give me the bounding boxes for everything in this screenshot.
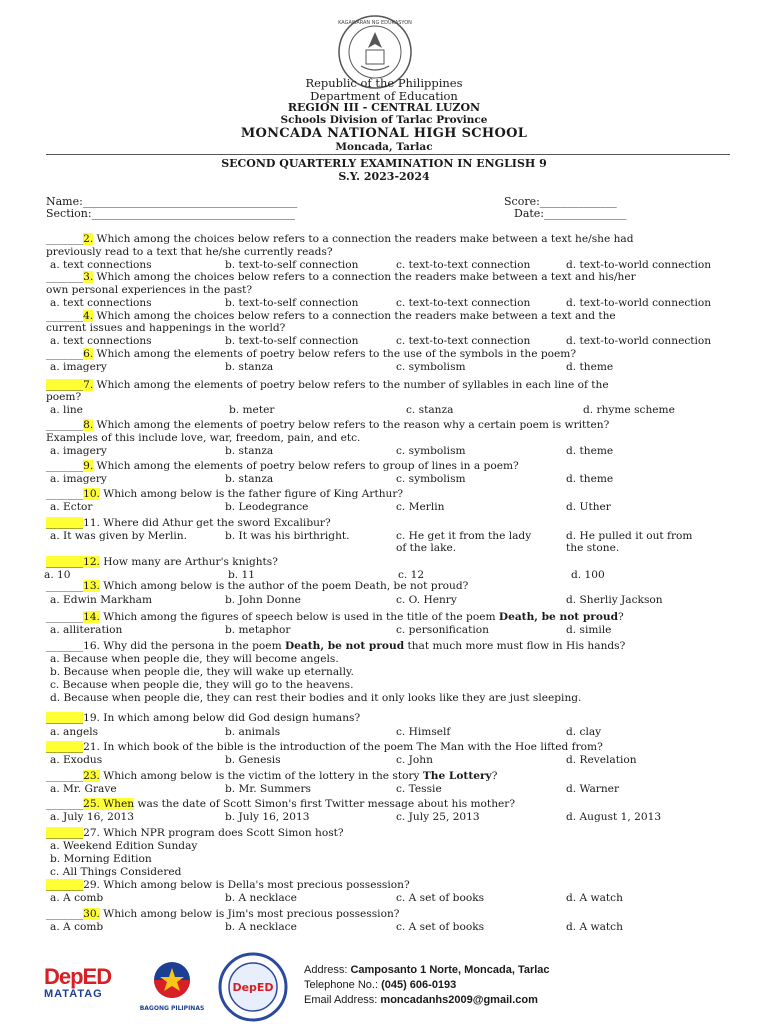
deped-logo-text: DepED [44,964,112,989]
question-number: 23. [83,770,100,782]
question-23 [46,770,497,782]
choice-option[interactable]: c. A set of books [396,892,485,904]
choice-option[interactable]: b. text-to-self connection [225,335,359,347]
choice-option[interactable]: a. Weekend Edition Sunday [50,840,198,852]
answer-blank[interactable]: _______ [46,556,84,568]
question-number: 29. [83,879,100,891]
choice-option[interactable]: b. text-to-self connection [225,297,359,309]
date-field[interactable]: Date:_______________ [514,207,627,220]
choice-option[interactable]: a. text connections [50,259,152,271]
choice-option[interactable]: b. text-to-self connection [225,259,359,271]
question-number: 3. [83,271,94,283]
question-text: Which among the elements of poetry below refers to group of lines in a poem? [93,460,519,472]
question-text: Which among the choices below refers to a connection the readers make between a text he/she had [93,233,634,245]
question-6 [46,348,576,360]
question-text: Where did Athur get the sword Excalibur? [99,517,331,529]
question-13 [46,580,468,592]
choice-option[interactable]: c. stanza [406,404,454,416]
answer-blank[interactable]: _______ [46,233,84,245]
answer-blank[interactable]: _______ [46,488,84,500]
choice-option[interactable]: c. 12 [398,569,425,581]
question-text: How many are Arthur's knights? [99,556,278,568]
choice-option[interactable]: a. text connections [50,335,152,347]
question-text: Which among below is Della's most precious possession? [99,879,410,891]
choice-option[interactable]: a. It was given by Merlin. [50,530,187,542]
choice-option[interactable]: b. John Donne [225,594,301,606]
question-text: Why did the persona in the poem [99,640,285,652]
question-number: 12. [83,556,100,568]
choice-option[interactable]: c. text-to-text connection [396,335,531,347]
choice-option[interactable]: a. A comb [50,892,104,904]
choice-option[interactable]: b. It was his birthright. [225,530,350,542]
question-number: 10. [83,488,100,500]
name-field[interactable]: Name:_______________________________________ [46,195,298,208]
question-text-end: ? [491,770,498,782]
choice-option[interactable]: a. angels [50,726,99,738]
question-title-bold: The Lottery [422,770,492,782]
choice-option[interactable]: d. Revelation [566,754,637,766]
answer-blank[interactable]: _______ [46,580,84,592]
question-title-bold: Death, be not proud [498,611,619,623]
choice-option[interactable]: b. stanza [225,361,274,373]
question-number: 16. [83,640,100,652]
choice-option[interactable]: b. Genesis [225,754,281,766]
question-continuation: poem? [46,391,82,403]
republic-line: Republic of the Philippines [305,76,463,90]
choice-option[interactable]: d. A watch [566,892,623,904]
choice-option[interactable]: a. Exodus [50,754,103,766]
email-value: moncadanhs2009@gmail.com [380,994,538,1006]
question-title-bold: Death, be not proud [284,640,405,652]
choice-option[interactable]: b. metaphor [225,624,291,636]
telephone-label: Telephone No.: [304,979,382,991]
choice-option[interactable]: d. Warner [566,783,620,795]
score-field[interactable]: Score:______________ [504,195,617,208]
question-text: Which among below is the victim of the lottery in the story [99,770,423,782]
question-text: Which among below is the father figure of King Arthur? [99,488,404,500]
choice-option[interactable]: a. 10 [44,569,71,581]
school-seal-text: DepED [232,981,274,994]
choice-option[interactable]: d. Sherliy Jackson [566,594,663,606]
choice-option[interactable]: b. Morning Edition [50,853,152,865]
question-text: In which book of the bible is the introduction of the poem The Man with the Hoe lifted from? [99,741,603,753]
choice-option[interactable]: b. 11 [228,569,255,581]
question-4 [46,310,616,322]
choice-option[interactable]: a. July 16, 2013 [50,811,135,823]
choice-option[interactable]: c. Tessie [396,783,442,795]
bagong-pilipinas-logo [134,958,210,1014]
answer-blank[interactable]: _______ [46,310,84,322]
question-number: 2. [83,233,94,245]
question-number: 21. [83,741,100,753]
choice-option[interactable]: c. He get it from the lady [396,530,532,542]
choice-option[interactable]: d. theme [566,361,614,373]
choice-option[interactable]: b. Leodegrance [225,501,309,513]
question-text: Which among the choices below refers to a connection the readers make between a text and his/her [93,271,636,283]
question-12 [46,556,278,568]
choice-option[interactable]: c. A set of books [396,921,485,933]
answer-blank[interactable]: _______ [46,908,84,920]
choice-option[interactable]: c. symbolism [396,473,466,485]
question-number: 13. [83,580,100,592]
question-21 [46,741,603,753]
question-text: In which among below did God design humans? [99,712,361,724]
division-line: Schools Division of Tarlac Province [280,114,488,126]
answer-blank[interactable]: _______ [46,348,84,360]
question-9 [46,460,519,472]
choice-option[interactable]: a. text connections [50,297,152,309]
question-7 [46,379,609,391]
choice-option[interactable]: b. Mr. Summers [225,783,311,795]
header-divider [46,154,730,155]
choice-option[interactable]: a. A comb [50,921,104,933]
choice-option[interactable]: c. Himself [396,726,451,738]
department-line: Department of Education [310,89,458,103]
question-11 [46,517,331,529]
answer-blank[interactable]: _______ [46,879,84,891]
email-label: Email Address: [304,994,381,1006]
choice-option[interactable]: d. text-to-world connection [566,335,712,347]
question-10 [46,488,403,500]
choice-option[interactable]: d. text-to-world connection [566,297,712,309]
question-number: 8. [83,419,94,431]
choice-option[interactable]: d. clay [566,726,602,738]
question-19 [46,712,360,724]
question-text: was the date of Scott Simon's first Twitter message about his mother? [134,798,516,810]
question-text: Which among the choices below refers to a connection the readers make between a text and the [93,310,616,322]
address-label: Address: [304,964,351,976]
answer-blank[interactable]: _______ [46,741,84,753]
matatag-logo-text: MATATAG [44,988,103,1000]
question-text-end: ? [618,611,624,623]
choice-option[interactable]: c. Because when people die, they will go to the heavens. [50,679,354,691]
question-text: Which among the elements of poetry below refers to the use of the symbols in the poem? [93,348,577,360]
answer-blank[interactable]: _______ [46,770,84,782]
question-number: 14. [83,611,100,623]
email-line [304,994,538,1006]
choice-option[interactable]: c. All Things Considered [50,866,182,878]
question-29 [46,879,410,891]
question-continuation: own personal experiences in the past? [46,284,253,296]
question-text: Which among the elements of poetry below refers to the reason why a certain poem is written? [93,419,610,431]
question-number: 9. [83,460,94,472]
choice-option[interactable]: a. line [50,404,83,416]
question-text: Which among the elements of poetry below refers to the number of syllables in each line of the [93,379,609,391]
choice-option[interactable]: c. O. Henry [396,594,457,606]
question-3 [46,271,636,283]
answer-blank[interactable]: _______ [46,460,84,472]
choice-option[interactable]: d. theme [566,445,614,457]
choice-option[interactable]: a. alliteration [50,624,123,636]
choice-continuation: the stone. [566,542,620,554]
telephone-line [304,979,456,991]
deped-matatag-logo [44,964,111,1000]
question-continuation: current issues and happenings in the world? [46,322,286,334]
question-text: Which among the figures of speech below is used in the title of the poem [99,611,499,623]
question-text-end: that much more must flow in His hands? [404,640,626,652]
question-text: Which among below is Jim's most precious possession? [99,908,400,920]
choice-option[interactable]: c. July 25, 2013 [396,811,480,823]
bagong-text: BAGONG PILIPINAS [139,1005,205,1012]
region-line: REGION III - CENTRAL LUZON [287,101,481,114]
choice-option[interactable]: b. Because when people die, they will wake up eternally. [50,666,354,678]
choice-option[interactable]: b. stanza [225,473,274,485]
exam-title: SECOND QUARTERLY EXAMINATION IN ENGLISH 9 [221,157,547,170]
question-8 [46,419,609,431]
question-number: 30. [83,908,100,920]
choice-option[interactable]: b. meter [229,404,275,416]
choice-option[interactable]: d. He pulled it out from [566,530,693,542]
choice-option[interactable]: c. text-to-text connection [396,297,531,309]
choice-option[interactable]: b. A necklace [225,892,297,904]
choice-option[interactable]: b. A necklace [225,921,297,933]
choice-option[interactable]: a. imagery [50,361,107,373]
town-line: Moncada, Tarlac [335,141,433,153]
choice-option[interactable]: c. symbolism [396,361,466,373]
address-line [304,964,550,976]
question-25 [46,798,515,810]
choice-option[interactable]: d. A watch [566,921,623,933]
question-2 [46,233,634,245]
choice-option[interactable]: a. Because when people die, they will become angels. [50,653,339,665]
choice-option[interactable]: d. theme [566,473,614,485]
question-text: Which NPR program does Scott Simon host? [99,827,344,839]
answer-blank[interactable]: _______ [46,517,84,529]
choice-option[interactable]: a. imagery [50,473,107,485]
question-text: Which among below is the author of the poem Death, be not proud? [99,580,469,592]
section-field[interactable]: Section:_____________________________________ [46,207,296,220]
answer-blank[interactable]: _______ [46,640,84,652]
answer-blank[interactable]: _______ [46,712,84,724]
school-name: MONCADA NATIONAL HIGH SCHOOL [240,126,528,141]
choice-option[interactable]: d. August 1, 2013 [566,811,662,823]
choice-option[interactable]: a. Ector [50,501,93,513]
choice-option[interactable]: c. John [396,754,433,766]
choice-option[interactable]: d. text-to-world connection [566,259,712,271]
question-30 [46,908,399,920]
answer-blank[interactable]: _______ [46,611,84,623]
question-number: 19. [83,712,100,724]
question-16 [46,640,625,652]
answer-blank[interactable]: _______ [46,419,84,431]
answer-blank[interactable]: _______ [46,379,84,391]
choice-option[interactable]: a. imagery [50,445,107,457]
question-number: 6. [83,348,94,360]
choice-option[interactable]: d. rhyme scheme [583,404,675,416]
question-number: 11. [83,517,100,529]
question-number: 25. When [83,798,135,810]
question-27 [46,827,344,839]
answer-blank[interactable]: _______ [46,827,84,839]
footer [0,944,768,1024]
school-seal-logo [216,952,290,1022]
choice-option[interactable]: c. personification [396,624,489,636]
question-number: 4. [83,310,94,322]
question-number: 27. [83,827,100,839]
question-continuation: previously read to a text that he/she currently reads? [46,246,333,258]
choice-continuation: of the lake. [396,542,457,554]
telephone-value: (045) 606-0193 [381,979,457,991]
choice-option[interactable]: a. Mr. Grave [50,783,117,795]
choice-option[interactable]: b. animals [225,726,281,738]
choice-option[interactable]: d. Uther [566,501,611,513]
choice-option[interactable]: c. Merlin [396,501,445,513]
address-value: Camposanto 1 Norte, Moncada, Tarlac [350,964,550,976]
choice-option[interactable]: c. symbolism [396,445,466,457]
seal-text: KAGAWARAN NG EDUKASYON [338,20,412,26]
choice-option[interactable]: a. Edwin Markham [50,594,153,606]
choice-option[interactable]: d. Because when people die, they can rest their bodies and it only looks like they are just sleeping. [50,692,582,704]
question-14 [46,611,624,623]
choice-option[interactable]: b. July 16, 2013 [225,811,310,823]
question-continuation: Examples of this include love, war, freedom, pain, and etc. [46,432,361,444]
answer-blank[interactable]: _______ [46,798,84,810]
question-number: 7. [83,379,94,391]
choice-option[interactable]: d. simile [566,624,612,636]
choice-option[interactable]: b. stanza [225,445,274,457]
choice-option[interactable]: c. text-to-text connection [396,259,531,271]
choice-option[interactable]: d. 100 [571,569,605,581]
school-year: S.Y. 2023-2024 [338,170,430,183]
answer-blank[interactable]: _______ [46,271,84,283]
